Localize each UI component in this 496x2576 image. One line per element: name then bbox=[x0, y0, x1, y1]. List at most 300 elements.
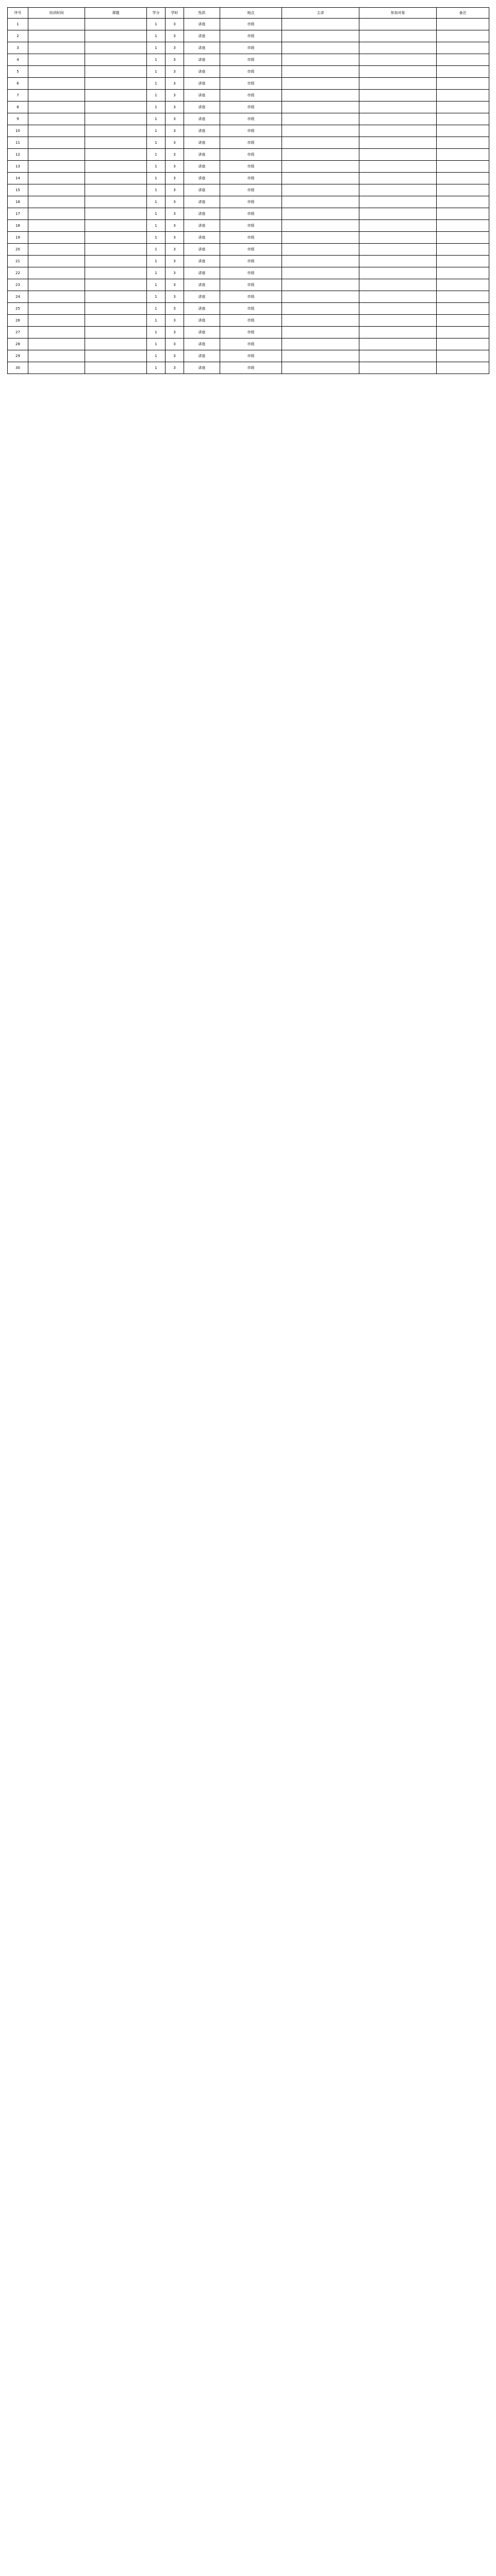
cell-topic bbox=[85, 101, 147, 113]
cell-type: 讲座 bbox=[184, 184, 220, 196]
cell-type: 讲座 bbox=[184, 78, 220, 90]
cell-target bbox=[359, 291, 437, 303]
table-row bbox=[8, 196, 489, 208]
cell-target bbox=[359, 113, 437, 125]
cell-date bbox=[28, 42, 85, 54]
cell-topic bbox=[85, 303, 147, 315]
table-header-row bbox=[8, 8, 489, 19]
cell-topic bbox=[85, 267, 147, 279]
training-schedule-sheet bbox=[7, 7, 489, 374]
cell-topic bbox=[85, 338, 147, 350]
cell-note bbox=[437, 303, 489, 315]
cell-teacher bbox=[282, 149, 359, 161]
table-row bbox=[8, 42, 489, 54]
cell-no: 19 bbox=[8, 232, 28, 244]
cell-topic bbox=[85, 327, 147, 338]
cell-date bbox=[28, 78, 85, 90]
cell-topic bbox=[85, 256, 147, 267]
cell-topic bbox=[85, 137, 147, 149]
cell-credit: 1 bbox=[147, 350, 166, 362]
cell-teacher bbox=[282, 244, 359, 256]
cell-credit: 1 bbox=[147, 137, 166, 149]
column-header-type: 性质 bbox=[184, 8, 220, 19]
cell-hours: 3 bbox=[166, 315, 184, 327]
cell-type: 讲座 bbox=[184, 338, 220, 350]
table-row bbox=[8, 303, 489, 315]
cell-place: 市级 bbox=[220, 279, 282, 291]
cell-date bbox=[28, 303, 85, 315]
cell-place: 市级 bbox=[220, 113, 282, 125]
cell-place: 市级 bbox=[220, 267, 282, 279]
cell-credit: 1 bbox=[147, 113, 166, 125]
cell-teacher bbox=[282, 78, 359, 90]
cell-hours: 3 bbox=[166, 54, 184, 66]
cell-no: 16 bbox=[8, 196, 28, 208]
cell-no: 27 bbox=[8, 327, 28, 338]
table-row bbox=[8, 161, 489, 173]
table-row bbox=[8, 125, 489, 137]
cell-topic bbox=[85, 184, 147, 196]
cell-topic bbox=[85, 196, 147, 208]
cell-date bbox=[28, 184, 85, 196]
cell-date bbox=[28, 291, 85, 303]
cell-hours: 3 bbox=[166, 232, 184, 244]
cell-type: 讲座 bbox=[184, 125, 220, 137]
cell-date bbox=[28, 208, 85, 220]
cell-place: 市级 bbox=[220, 19, 282, 30]
cell-no: 20 bbox=[8, 244, 28, 256]
cell-teacher bbox=[282, 232, 359, 244]
cell-hours: 3 bbox=[166, 362, 184, 374]
cell-place: 市级 bbox=[220, 125, 282, 137]
cell-place: 市级 bbox=[220, 244, 282, 256]
cell-type: 讲座 bbox=[184, 42, 220, 54]
cell-teacher bbox=[282, 184, 359, 196]
cell-hours: 3 bbox=[166, 66, 184, 78]
cell-target bbox=[359, 137, 437, 149]
cell-credit: 1 bbox=[147, 256, 166, 267]
table-row bbox=[8, 338, 489, 350]
cell-no: 29 bbox=[8, 350, 28, 362]
cell-topic bbox=[85, 19, 147, 30]
cell-type: 讲座 bbox=[184, 220, 220, 232]
cell-type: 讲座 bbox=[184, 66, 220, 78]
cell-no: 11 bbox=[8, 137, 28, 149]
cell-teacher bbox=[282, 173, 359, 184]
table-row bbox=[8, 315, 489, 327]
cell-teacher bbox=[282, 113, 359, 125]
table-row bbox=[8, 256, 489, 267]
cell-teacher bbox=[282, 291, 359, 303]
cell-place: 市级 bbox=[220, 327, 282, 338]
table-row bbox=[8, 350, 489, 362]
cell-hours: 3 bbox=[166, 338, 184, 350]
cell-teacher bbox=[282, 220, 359, 232]
cell-place: 市级 bbox=[220, 291, 282, 303]
cell-target bbox=[359, 220, 437, 232]
cell-hours: 3 bbox=[166, 101, 184, 113]
cell-no: 4 bbox=[8, 54, 28, 66]
cell-date bbox=[28, 362, 85, 374]
cell-type: 讲座 bbox=[184, 196, 220, 208]
cell-credit: 1 bbox=[147, 244, 166, 256]
table-row bbox=[8, 101, 489, 113]
cell-date bbox=[28, 66, 85, 78]
cell-target bbox=[359, 125, 437, 137]
cell-teacher bbox=[282, 338, 359, 350]
cell-teacher bbox=[282, 66, 359, 78]
cell-note bbox=[437, 256, 489, 267]
cell-hours: 3 bbox=[166, 303, 184, 315]
cell-type: 讲座 bbox=[184, 173, 220, 184]
cell-credit: 1 bbox=[147, 315, 166, 327]
cell-note bbox=[437, 350, 489, 362]
cell-topic bbox=[85, 113, 147, 125]
table-row bbox=[8, 184, 489, 196]
table-row bbox=[8, 149, 489, 161]
cell-note bbox=[437, 30, 489, 42]
cell-credit: 1 bbox=[147, 338, 166, 350]
cell-target bbox=[359, 19, 437, 30]
cell-no: 1 bbox=[8, 19, 28, 30]
cell-teacher bbox=[282, 30, 359, 42]
cell-target bbox=[359, 149, 437, 161]
column-header-date: 培训时间 bbox=[28, 8, 85, 19]
table-row bbox=[8, 78, 489, 90]
cell-target bbox=[359, 30, 437, 42]
table-row bbox=[8, 113, 489, 125]
cell-hours: 3 bbox=[166, 78, 184, 90]
cell-no: 3 bbox=[8, 42, 28, 54]
cell-hours: 3 bbox=[166, 220, 184, 232]
cell-topic bbox=[85, 220, 147, 232]
cell-type: 讲座 bbox=[184, 113, 220, 125]
cell-topic bbox=[85, 362, 147, 374]
cell-credit: 1 bbox=[147, 125, 166, 137]
column-header-hours: 学时 bbox=[166, 8, 184, 19]
cell-note bbox=[437, 125, 489, 137]
table-row bbox=[8, 54, 489, 66]
cell-credit: 1 bbox=[147, 327, 166, 338]
cell-type: 讲座 bbox=[184, 161, 220, 173]
cell-type: 讲座 bbox=[184, 291, 220, 303]
cell-topic bbox=[85, 78, 147, 90]
cell-teacher bbox=[282, 208, 359, 220]
table-row bbox=[8, 267, 489, 279]
table-row bbox=[8, 244, 489, 256]
cell-no: 18 bbox=[8, 220, 28, 232]
cell-hours: 3 bbox=[166, 196, 184, 208]
cell-type: 讲座 bbox=[184, 54, 220, 66]
column-header-target: 参加对象 bbox=[359, 8, 437, 19]
cell-target bbox=[359, 338, 437, 350]
cell-type: 讲座 bbox=[184, 244, 220, 256]
cell-credit: 1 bbox=[147, 279, 166, 291]
cell-target bbox=[359, 161, 437, 173]
cell-note bbox=[437, 42, 489, 54]
cell-place: 市级 bbox=[220, 161, 282, 173]
cell-target bbox=[359, 208, 437, 220]
cell-credit: 1 bbox=[147, 149, 166, 161]
cell-credit: 1 bbox=[147, 66, 166, 78]
cell-teacher bbox=[282, 42, 359, 54]
cell-target bbox=[359, 256, 437, 267]
cell-hours: 3 bbox=[166, 350, 184, 362]
cell-topic bbox=[85, 208, 147, 220]
cell-place: 市级 bbox=[220, 196, 282, 208]
cell-credit: 1 bbox=[147, 90, 166, 101]
cell-target bbox=[359, 327, 437, 338]
cell-no: 13 bbox=[8, 161, 28, 173]
cell-target bbox=[359, 315, 437, 327]
cell-note bbox=[437, 196, 489, 208]
cell-date bbox=[28, 327, 85, 338]
cell-hours: 3 bbox=[166, 267, 184, 279]
cell-no: 14 bbox=[8, 173, 28, 184]
cell-teacher bbox=[282, 350, 359, 362]
cell-type: 讲座 bbox=[184, 267, 220, 279]
cell-date bbox=[28, 173, 85, 184]
cell-place: 市级 bbox=[220, 101, 282, 113]
cell-type: 讲座 bbox=[184, 315, 220, 327]
cell-target bbox=[359, 267, 437, 279]
cell-note bbox=[437, 101, 489, 113]
cell-date bbox=[28, 54, 85, 66]
cell-no: 8 bbox=[8, 101, 28, 113]
cell-credit: 1 bbox=[147, 161, 166, 173]
cell-type: 讲座 bbox=[184, 232, 220, 244]
cell-date bbox=[28, 232, 85, 244]
table-row bbox=[8, 208, 489, 220]
cell-hours: 3 bbox=[166, 42, 184, 54]
cell-target bbox=[359, 350, 437, 362]
cell-date bbox=[28, 244, 85, 256]
cell-topic bbox=[85, 42, 147, 54]
cell-topic bbox=[85, 66, 147, 78]
cell-target bbox=[359, 244, 437, 256]
cell-date bbox=[28, 338, 85, 350]
cell-type: 讲座 bbox=[184, 279, 220, 291]
cell-place: 市级 bbox=[220, 173, 282, 184]
cell-date bbox=[28, 90, 85, 101]
cell-date bbox=[28, 350, 85, 362]
cell-target bbox=[359, 232, 437, 244]
cell-type: 讲座 bbox=[184, 208, 220, 220]
cell-topic bbox=[85, 30, 147, 42]
cell-type: 讲座 bbox=[184, 362, 220, 374]
cell-teacher bbox=[282, 267, 359, 279]
cell-topic bbox=[85, 125, 147, 137]
cell-place: 市级 bbox=[220, 208, 282, 220]
cell-note bbox=[437, 315, 489, 327]
cell-place: 市级 bbox=[220, 78, 282, 90]
cell-teacher bbox=[282, 279, 359, 291]
cell-hours: 3 bbox=[166, 113, 184, 125]
cell-hours: 3 bbox=[166, 244, 184, 256]
cell-credit: 1 bbox=[147, 291, 166, 303]
cell-type: 讲座 bbox=[184, 350, 220, 362]
column-header-place: 地点 bbox=[220, 8, 282, 19]
cell-note bbox=[437, 137, 489, 149]
cell-no: 2 bbox=[8, 30, 28, 42]
cell-credit: 1 bbox=[147, 362, 166, 374]
cell-note bbox=[437, 338, 489, 350]
cell-no: 15 bbox=[8, 184, 28, 196]
table-row bbox=[8, 327, 489, 338]
cell-credit: 1 bbox=[147, 267, 166, 279]
cell-topic bbox=[85, 149, 147, 161]
cell-target bbox=[359, 303, 437, 315]
cell-credit: 1 bbox=[147, 196, 166, 208]
cell-topic bbox=[85, 244, 147, 256]
cell-hours: 3 bbox=[166, 279, 184, 291]
cell-note bbox=[437, 149, 489, 161]
column-header-credit: 学分 bbox=[147, 8, 166, 19]
cell-place: 市级 bbox=[220, 149, 282, 161]
cell-note bbox=[437, 54, 489, 66]
cell-place: 市级 bbox=[220, 350, 282, 362]
cell-date bbox=[28, 19, 85, 30]
cell-note bbox=[437, 113, 489, 125]
cell-note bbox=[437, 208, 489, 220]
cell-type: 讲座 bbox=[184, 101, 220, 113]
cell-teacher bbox=[282, 137, 359, 149]
cell-note bbox=[437, 232, 489, 244]
column-header-note: 备注 bbox=[437, 8, 489, 19]
table-row bbox=[8, 30, 489, 42]
column-header-no: 序号 bbox=[8, 8, 28, 19]
cell-place: 市级 bbox=[220, 315, 282, 327]
cell-type: 讲座 bbox=[184, 303, 220, 315]
cell-note bbox=[437, 78, 489, 90]
cell-teacher bbox=[282, 327, 359, 338]
cell-hours: 3 bbox=[166, 161, 184, 173]
cell-hours: 3 bbox=[166, 184, 184, 196]
cell-type: 讲座 bbox=[184, 137, 220, 149]
cell-place: 市级 bbox=[220, 90, 282, 101]
cell-date bbox=[28, 113, 85, 125]
cell-no: 6 bbox=[8, 78, 28, 90]
cell-place: 市级 bbox=[220, 184, 282, 196]
table-row bbox=[8, 279, 489, 291]
cell-target bbox=[359, 196, 437, 208]
cell-date bbox=[28, 149, 85, 161]
cell-no: 21 bbox=[8, 256, 28, 267]
cell-hours: 3 bbox=[166, 149, 184, 161]
cell-type: 讲座 bbox=[184, 30, 220, 42]
cell-no: 12 bbox=[8, 149, 28, 161]
cell-credit: 1 bbox=[147, 184, 166, 196]
cell-place: 市级 bbox=[220, 30, 282, 42]
cell-hours: 3 bbox=[166, 256, 184, 267]
cell-no: 7 bbox=[8, 90, 28, 101]
cell-place: 市级 bbox=[220, 256, 282, 267]
cell-topic bbox=[85, 291, 147, 303]
cell-teacher bbox=[282, 303, 359, 315]
cell-target bbox=[359, 362, 437, 374]
cell-note bbox=[437, 279, 489, 291]
training-schedule-table bbox=[7, 7, 489, 374]
cell-teacher bbox=[282, 125, 359, 137]
cell-credit: 1 bbox=[147, 30, 166, 42]
cell-place: 市级 bbox=[220, 338, 282, 350]
cell-date bbox=[28, 101, 85, 113]
cell-hours: 3 bbox=[166, 327, 184, 338]
cell-target bbox=[359, 54, 437, 66]
cell-type: 讲座 bbox=[184, 327, 220, 338]
column-header-teacher: 主讲 bbox=[282, 8, 359, 19]
cell-teacher bbox=[282, 54, 359, 66]
cell-date bbox=[28, 267, 85, 279]
cell-place: 市级 bbox=[220, 54, 282, 66]
table-row bbox=[8, 137, 489, 149]
cell-type: 讲座 bbox=[184, 19, 220, 30]
cell-no: 17 bbox=[8, 208, 28, 220]
cell-hours: 3 bbox=[166, 30, 184, 42]
cell-no: 24 bbox=[8, 291, 28, 303]
cell-no: 22 bbox=[8, 267, 28, 279]
cell-no: 9 bbox=[8, 113, 28, 125]
table-row bbox=[8, 362, 489, 374]
table-body bbox=[8, 19, 489, 374]
cell-date bbox=[28, 161, 85, 173]
cell-no: 10 bbox=[8, 125, 28, 137]
cell-no: 25 bbox=[8, 303, 28, 315]
cell-teacher bbox=[282, 315, 359, 327]
cell-credit: 1 bbox=[147, 42, 166, 54]
cell-credit: 1 bbox=[147, 101, 166, 113]
cell-topic bbox=[85, 161, 147, 173]
cell-place: 市级 bbox=[220, 42, 282, 54]
cell-type: 讲座 bbox=[184, 149, 220, 161]
cell-note bbox=[437, 220, 489, 232]
cell-target bbox=[359, 78, 437, 90]
table-row bbox=[8, 232, 489, 244]
cell-hours: 3 bbox=[166, 19, 184, 30]
cell-credit: 1 bbox=[147, 303, 166, 315]
cell-note bbox=[437, 66, 489, 78]
cell-date bbox=[28, 279, 85, 291]
cell-hours: 3 bbox=[166, 291, 184, 303]
cell-teacher bbox=[282, 101, 359, 113]
cell-date bbox=[28, 196, 85, 208]
cell-topic bbox=[85, 90, 147, 101]
cell-credit: 1 bbox=[147, 173, 166, 184]
cell-place: 市级 bbox=[220, 220, 282, 232]
table-row bbox=[8, 90, 489, 101]
cell-target bbox=[359, 42, 437, 54]
cell-place: 市级 bbox=[220, 66, 282, 78]
cell-topic bbox=[85, 350, 147, 362]
table-row bbox=[8, 19, 489, 30]
cell-hours: 3 bbox=[166, 208, 184, 220]
cell-credit: 1 bbox=[147, 220, 166, 232]
cell-note bbox=[437, 362, 489, 374]
cell-hours: 3 bbox=[166, 173, 184, 184]
cell-topic bbox=[85, 279, 147, 291]
cell-credit: 1 bbox=[147, 78, 166, 90]
cell-teacher bbox=[282, 19, 359, 30]
cell-target bbox=[359, 66, 437, 78]
table-row bbox=[8, 220, 489, 232]
cell-no: 26 bbox=[8, 315, 28, 327]
cell-date bbox=[28, 30, 85, 42]
cell-date bbox=[28, 125, 85, 137]
cell-topic bbox=[85, 315, 147, 327]
cell-credit: 1 bbox=[147, 232, 166, 244]
cell-date bbox=[28, 137, 85, 149]
cell-target bbox=[359, 279, 437, 291]
